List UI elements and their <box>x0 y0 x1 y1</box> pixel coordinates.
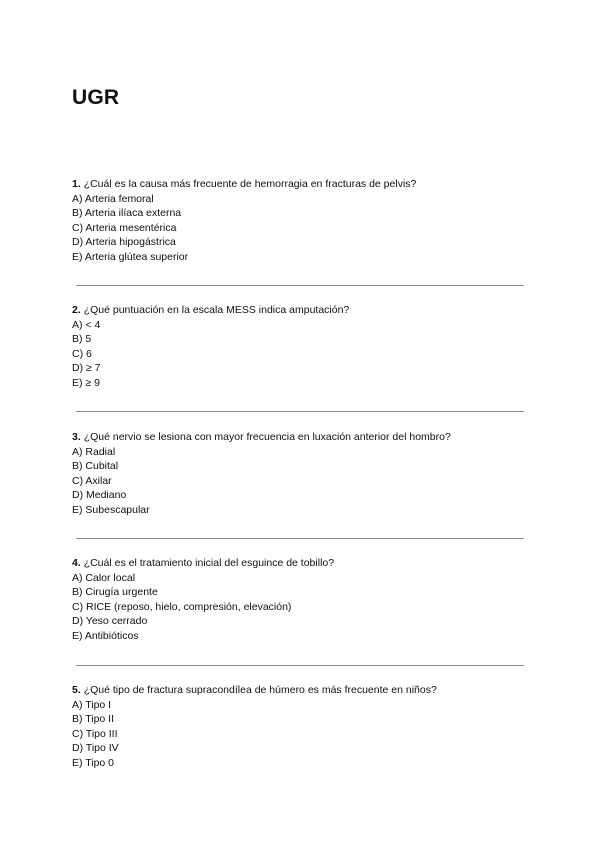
question-text: ¿Cuál es el tratamiento inicial del esguince de tobillo? <box>83 557 335 569</box>
answer-option: C) Tipo III <box>72 727 118 740</box>
answer-option: E) Antibióticos <box>72 629 139 642</box>
question-1 <box>72 177 532 265</box>
answer-option: D) ≥ 7 <box>72 362 101 375</box>
answer-option: A) Arteria femoral <box>72 192 154 205</box>
answer-option: E) Subescapular <box>72 503 150 516</box>
answer-option: A) < 4 <box>72 318 101 331</box>
answer-option: A) Calor local <box>72 571 136 584</box>
answer-option: B) Tipo II <box>72 713 115 726</box>
answer-option: D) Tipo IV <box>72 742 119 755</box>
answer-option: E) Arteria glútea superior <box>72 250 189 263</box>
section-divider <box>76 411 524 412</box>
answer-option: C) 6 <box>72 347 92 360</box>
question-number: 1. <box>72 178 81 190</box>
answer-option: B) Cirugía urgente <box>72 586 158 599</box>
question-number: 3. <box>72 431 81 443</box>
answer-option: E) ≥ 9 <box>72 376 100 389</box>
answer-option: D) Arteria hipogástrica <box>72 236 176 249</box>
answer-option: C) Axilar <box>72 474 112 487</box>
answer-option: B) Cubital <box>72 460 119 473</box>
document-title: UGR <box>72 86 120 109</box>
question-2 <box>72 303 532 391</box>
section-divider <box>76 285 524 286</box>
question-number: 4. <box>72 557 81 569</box>
answer-option: C) RICE (reposo, hielo, compresión, elevación) <box>72 600 292 613</box>
question-text: ¿Qué nervio se lesiona con mayor frecuencia en luxación anterior del hombro? <box>83 431 451 443</box>
question-3-stem <box>72 430 532 445</box>
question-2-stem <box>72 303 532 318</box>
answer-option: E) Tipo 0 <box>72 756 115 769</box>
answer-option: D) Mediano <box>72 489 127 502</box>
answer-option: C) Arteria mesentérica <box>72 221 177 234</box>
section-divider <box>76 665 524 666</box>
question-1-stem <box>72 177 532 192</box>
question-4 <box>72 556 532 644</box>
question-3 <box>72 430 532 518</box>
question-5 <box>72 683 532 771</box>
question-5-stem <box>72 683 532 698</box>
question-text: ¿Cuál es la causa más frecuente de hemorragia en fracturas de pelvis? <box>83 178 417 190</box>
question-text: ¿Qué puntuación en la escala MESS indica amputación? <box>83 304 350 316</box>
question-number: 5. <box>72 684 81 696</box>
question-4-stem <box>72 556 532 571</box>
answer-option: A) Radial <box>72 445 116 458</box>
answer-option: A) Tipo I <box>72 698 112 711</box>
question-text: ¿Qué tipo de fractura supracondílea de húmero es más frecuente en niños? <box>83 684 437 696</box>
answer-option: B) Arteria ilíaca externa <box>72 207 182 220</box>
question-number: 2. <box>72 304 81 316</box>
answer-option: D) Yeso cerrado <box>72 615 148 628</box>
answer-option: B) 5 <box>72 333 92 346</box>
section-divider <box>76 538 524 539</box>
